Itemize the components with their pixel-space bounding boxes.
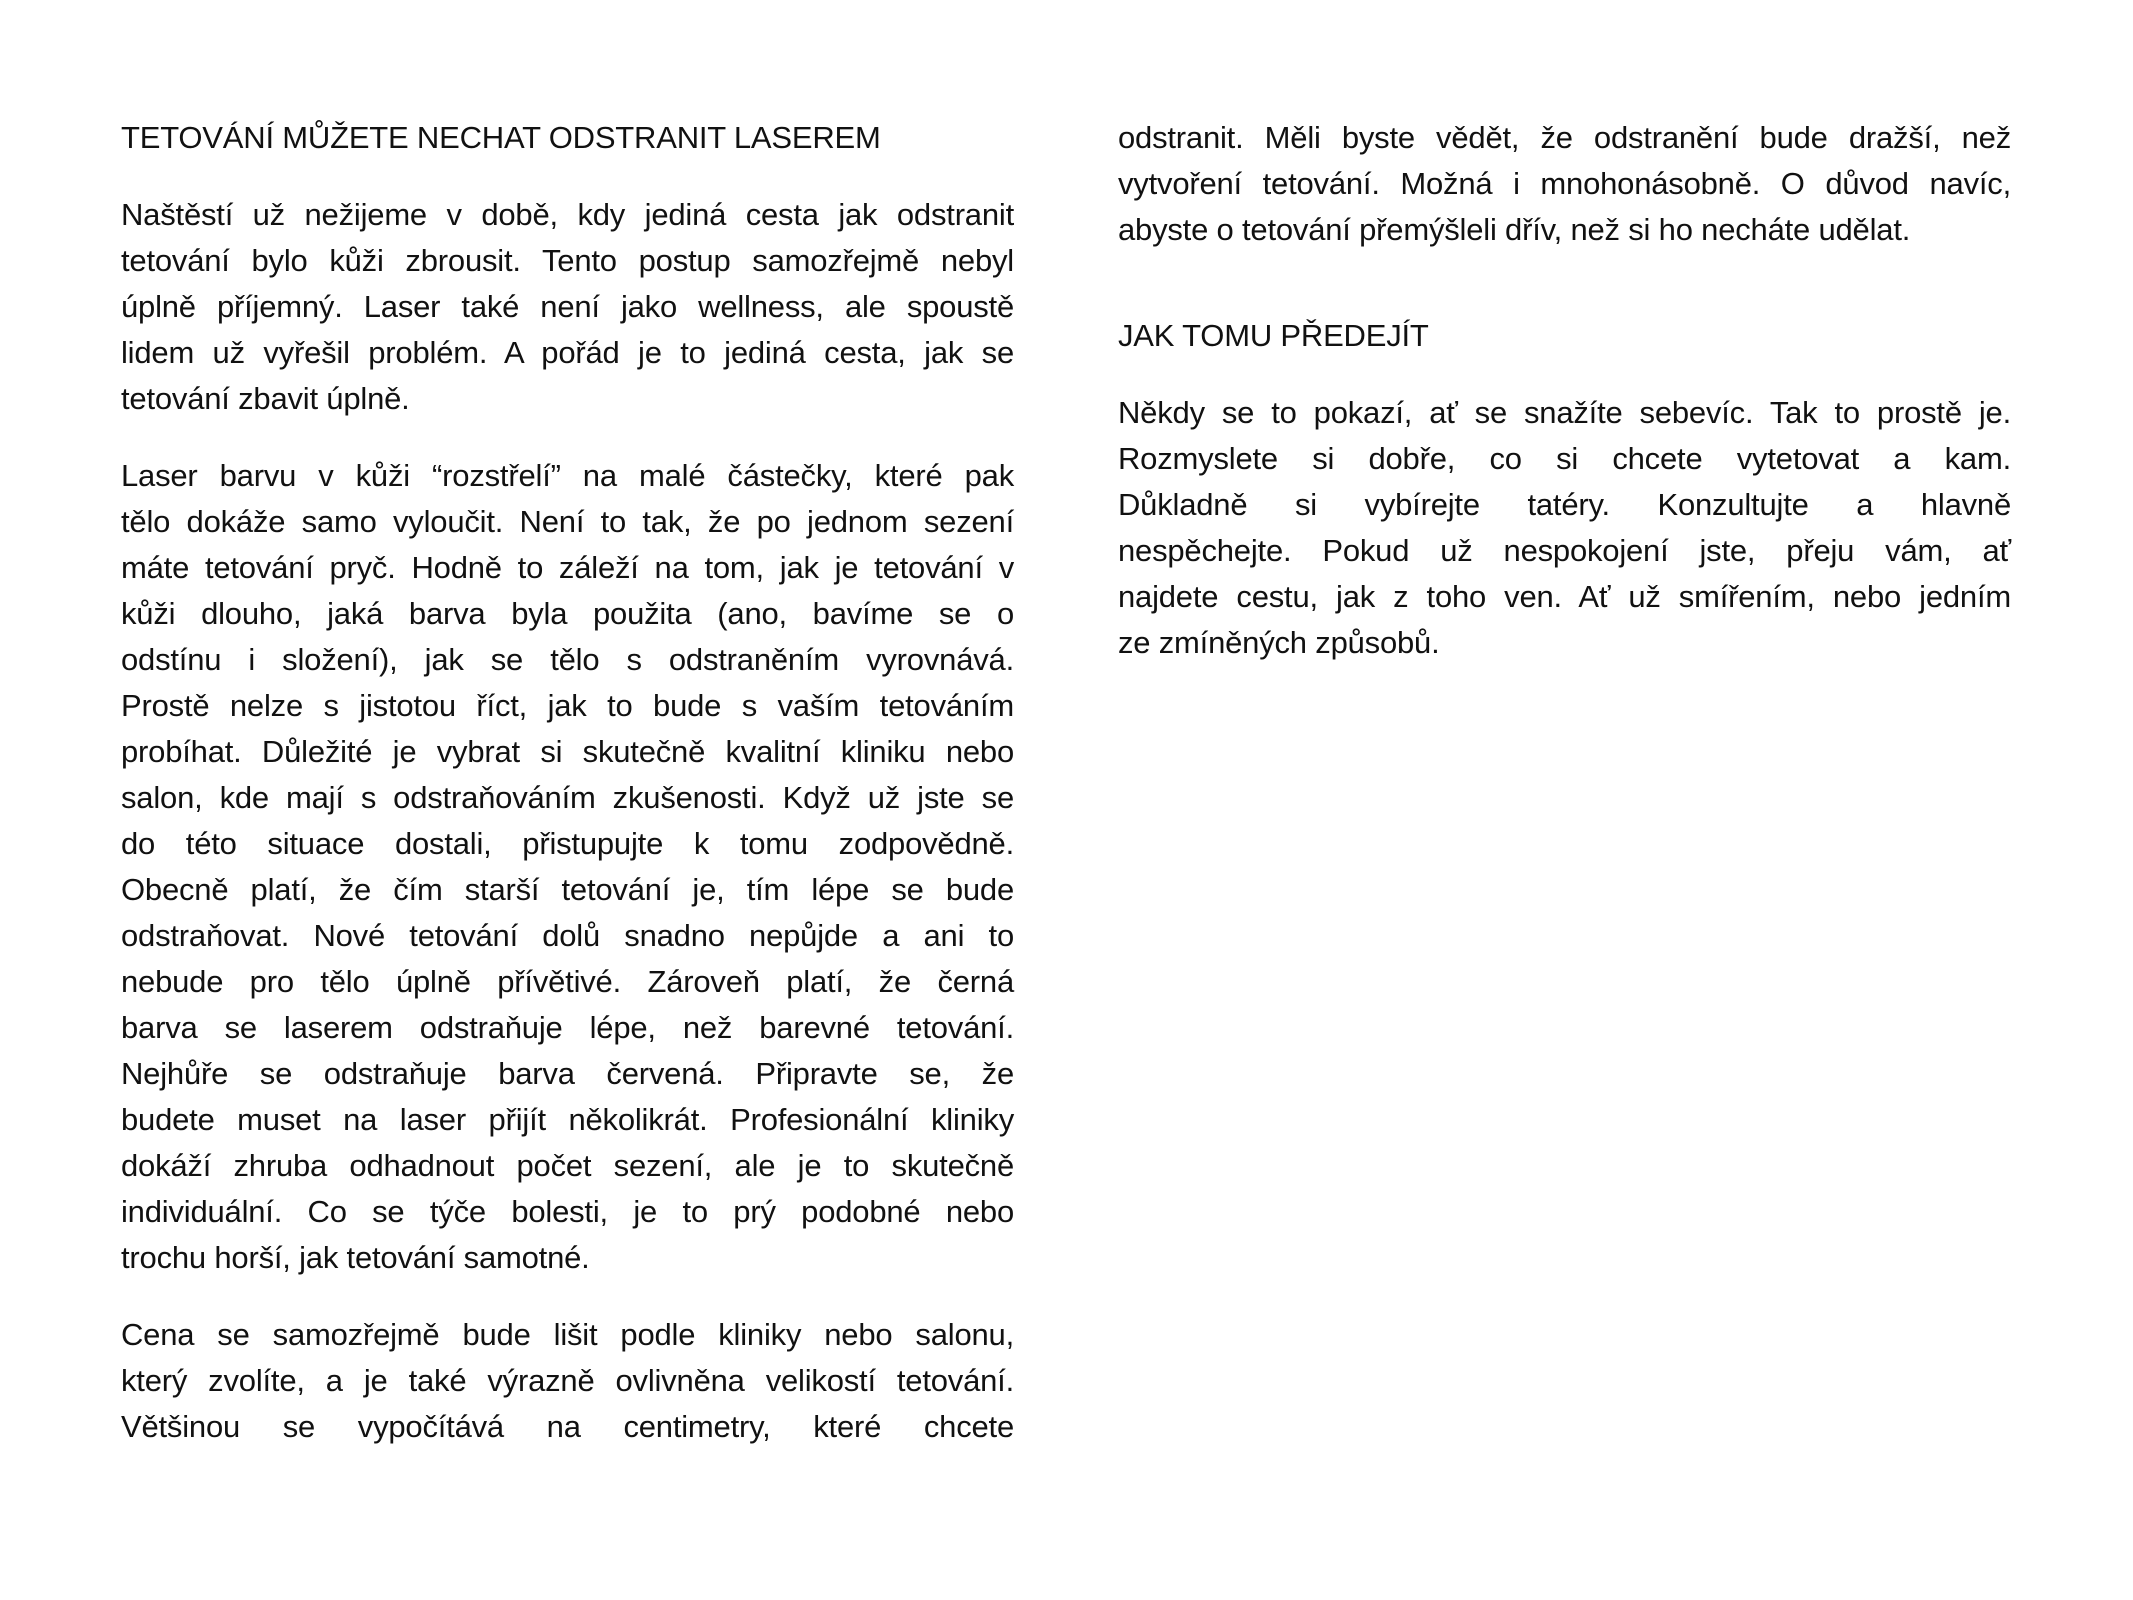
text-line: Rozmyslete si dobře, co si chcete vytetovat a kam. bbox=[1118, 441, 2011, 476]
text-line: salon, kde mají s odstraňováním zkušenosti. Když už jste se bbox=[121, 780, 1014, 815]
text-line: abyste o tetování přemýšleli dřív, než si ho necháte udělat. bbox=[1118, 212, 1911, 247]
text-line: Cena se samozřejmě bude lišit podle kliniky nebo salonu, bbox=[121, 1317, 1014, 1352]
text-line: nebude pro tělo úplně přívětivé. Zároveň platí, že černá bbox=[121, 964, 1014, 999]
text-line: úplně příjemný. Laser také není jako wellness, ale spoustě bbox=[121, 289, 1014, 324]
section-heading-prevention: JAK TOMU PŘEDEJÍT bbox=[1118, 318, 1429, 353]
text-line: který zvolíte, a je také výrazně ovlivněna velikostí tetování. bbox=[121, 1363, 1014, 1398]
text-line: Prostě nelze s jistotou říct, jak to bude s vaším tetováním bbox=[121, 688, 1014, 723]
text-line: Někdy se to pokazí, ať se snažíte sebevíc. Tak to prostě je. bbox=[1118, 395, 2011, 430]
text-line: odstínu i složení), jak se tělo s odstraněním vyrovnává. bbox=[121, 642, 1014, 677]
text-line: barva se laserem odstraňuje lépe, než barevné tetování. bbox=[121, 1010, 1014, 1045]
text-line: Většinou se vypočítává na centimetry, které chcete bbox=[121, 1409, 1014, 1444]
text-line: Naštěstí už nežijeme v době, kdy jediná cesta jak odstranit bbox=[121, 197, 1014, 232]
text-line: Důkladně si vybírejte tatéry. Konzultujte a hlavně bbox=[1118, 487, 2011, 522]
text-line: vytvoření tetování. Možná i mnohonásobně. O důvod navíc, bbox=[1118, 166, 2011, 201]
text-line: probíhat. Důležité je vybrat si skutečně kvalitní kliniku nebo bbox=[121, 734, 1014, 769]
text-line: Nejhůře se odstraňuje barva červená. Připravte se, že bbox=[121, 1056, 1014, 1091]
text-line: ze zmíněných způsobů. bbox=[1118, 625, 1440, 660]
text-line: kůži dlouho, jaká barva byla použita (ano, bavíme se o bbox=[121, 596, 1014, 631]
text-line: odstraňovat. Nové tetování dolů snadno nepůjde a ani to bbox=[121, 918, 1014, 953]
text-line: tetování bylo kůži zbrousit. Tento postup samozřejmě nebyl bbox=[121, 243, 1014, 278]
text-line: lidem už vyřešil problém. A pořád je to jediná cesta, jak se bbox=[121, 335, 1014, 370]
text-line: nespěchejte. Pokud už nespokojení jste, přeju vám, ať bbox=[1118, 533, 2011, 568]
text-line: Obecně platí, že čím starší tetování je, tím lépe se bude bbox=[121, 872, 1014, 907]
text-line: do této situace dostali, přistupujte k tomu zodpovědně. bbox=[121, 826, 1014, 861]
text-line: najdete cestu, jak z toho ven. Ať už smířením, nebo jedním bbox=[1118, 579, 2011, 614]
text-line: odstranit. Měli byste vědět, že odstranění bude dražší, než bbox=[1118, 120, 2011, 155]
text-line: Laser barvu v kůži “rozstřelí” na malé částečky, které pak bbox=[121, 458, 1014, 493]
text-line: trochu horší, jak tetování samotné. bbox=[121, 1240, 590, 1275]
text-line: tetování zbavit úplně. bbox=[121, 381, 410, 416]
text-line: máte tetování pryč. Hodně to záleží na tom, jak je tetování v bbox=[121, 550, 1014, 585]
text-line: individuální. Co se týče bolesti, je to prý podobné nebo bbox=[121, 1194, 1014, 1229]
text-line: tělo dokáže samo vyloučit. Není to tak, že po jednom sezení bbox=[121, 504, 1014, 539]
text-line: budete muset na laser přijít několikrát. Profesionální kliniky bbox=[121, 1102, 1014, 1137]
text-line: dokáží zhruba odhadnout počet sezení, ale je to skutečně bbox=[121, 1148, 1014, 1183]
section-heading-laser-removal: TETOVÁNÍ MŮŽETE NECHAT ODSTRANIT LASEREM bbox=[121, 120, 881, 155]
